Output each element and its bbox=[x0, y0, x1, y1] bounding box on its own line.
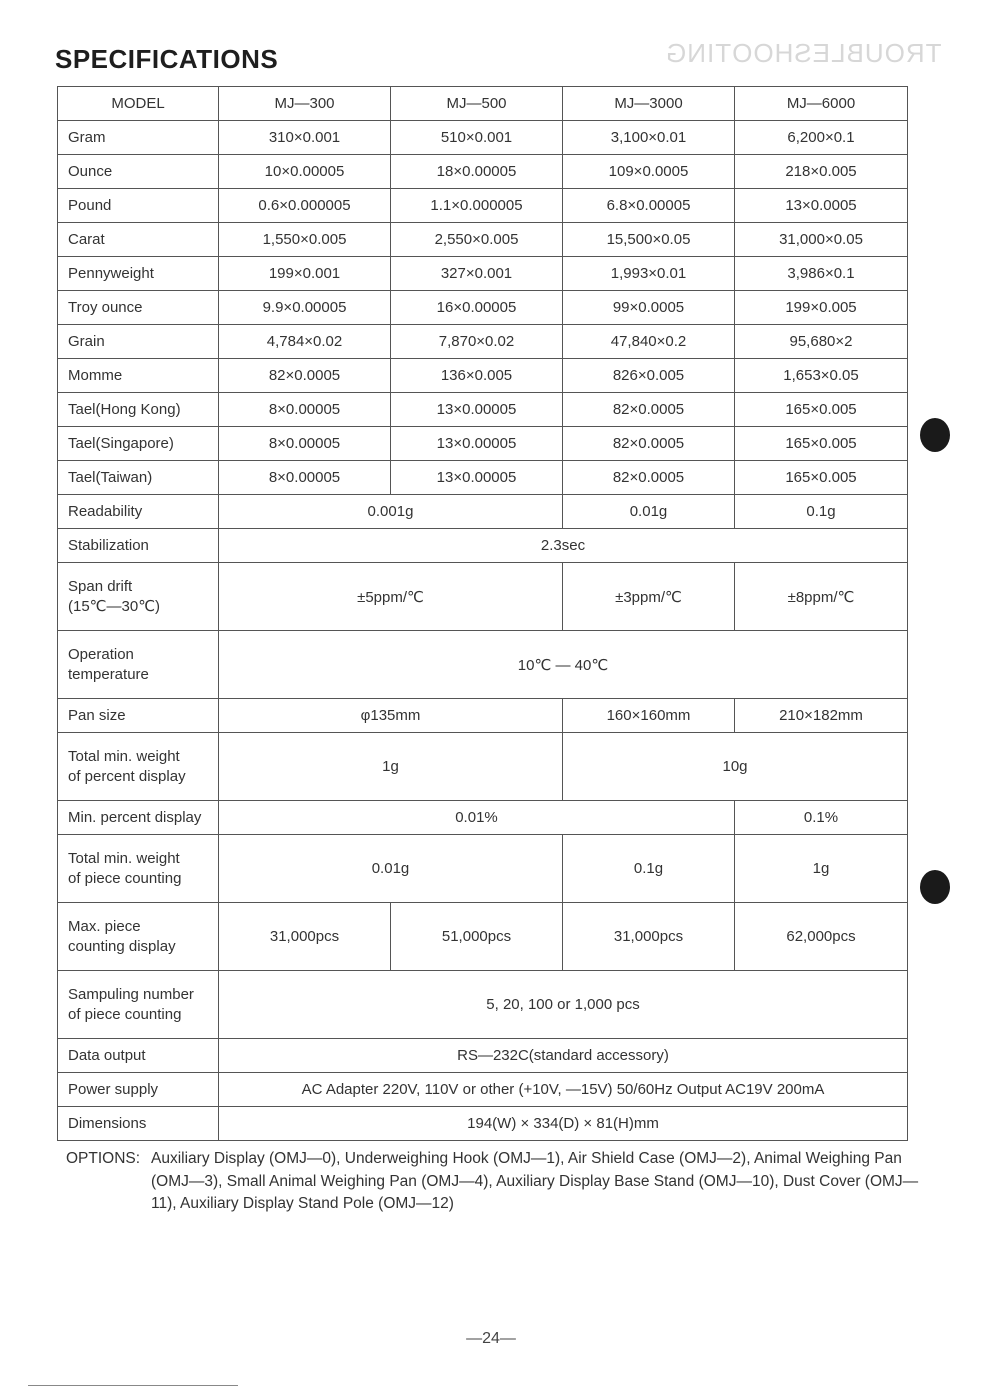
row-label-line: temperature bbox=[68, 665, 149, 683]
table-cell: 82×0.0005 bbox=[563, 427, 735, 461]
table-cell: 826×0.005 bbox=[563, 359, 735, 393]
row-label bbox=[58, 733, 219, 801]
table-cell: 10×0.00005 bbox=[219, 155, 391, 189]
row-label: Tael(Taiwan) bbox=[58, 461, 219, 495]
table-cell: 95,680×2 bbox=[735, 325, 908, 359]
divider bbox=[28, 1385, 238, 1386]
row-label: Dimensions bbox=[58, 1107, 219, 1141]
table-row bbox=[58, 325, 908, 359]
table-cell: 8×0.00005 bbox=[219, 393, 391, 427]
table-cell: AC Adapter 220V, 110V or other (+10V, —15V) 50/60Hz Output AC19V 200mA bbox=[219, 1073, 908, 1107]
table-cell: 51,000pcs bbox=[391, 903, 563, 971]
table-cell: 13×0.00005 bbox=[391, 393, 563, 427]
table-cell: 1g bbox=[219, 733, 563, 801]
table-cell: 210×182mm bbox=[735, 699, 908, 733]
table-row bbox=[58, 427, 908, 461]
options-text: Auxiliary Display (OMJ—0), Underweighing Hook (OMJ—1), Air Shield Case (OMJ—2), Animal Weighing Pan (OMJ—3), Small Animal Weighing Pan (OMJ—4), Auxiliary Display Base Stand (OMJ—10), Dust Cover (OMJ—11), Auxiliary Display Stand Pole (OMJ—12) bbox=[151, 1150, 919, 1212]
table-cell: 160×160mm bbox=[563, 699, 735, 733]
table-cell: ±3ppm/℃ bbox=[563, 563, 735, 631]
table-header-row bbox=[58, 87, 908, 121]
stabilization-row bbox=[58, 529, 908, 563]
table-cell: 327×0.001 bbox=[391, 257, 563, 291]
options-label: OPTIONS: bbox=[66, 1150, 141, 1167]
table-cell: 0.01g bbox=[219, 835, 563, 903]
row-label-line: Total min. weight bbox=[68, 849, 180, 867]
table-cell: 4,784×0.02 bbox=[219, 325, 391, 359]
table-cell: 136×0.005 bbox=[391, 359, 563, 393]
row-label: Pennyweight bbox=[58, 257, 219, 291]
row-label: Ounce bbox=[58, 155, 219, 189]
row-label: Power supply bbox=[58, 1073, 219, 1107]
row-label: Readability bbox=[58, 495, 219, 529]
min-percent-display-row bbox=[58, 801, 908, 835]
table-cell: 10g bbox=[563, 733, 908, 801]
row-label: Pound bbox=[58, 189, 219, 223]
table-cell: 109×0.0005 bbox=[563, 155, 735, 189]
page-title: SPECIFICATIONS bbox=[55, 44, 279, 74]
row-label bbox=[58, 903, 219, 971]
table-cell: 13×0.00005 bbox=[391, 461, 563, 495]
table-cell: 1.1×0.000005 bbox=[391, 189, 563, 223]
row-label bbox=[58, 563, 219, 631]
table-cell: 13×0.00005 bbox=[391, 427, 563, 461]
row-label: Momme bbox=[58, 359, 219, 393]
readability-row bbox=[58, 495, 908, 529]
page-number: —24— bbox=[466, 1330, 516, 1347]
table-cell: ±5ppm/℃ bbox=[219, 563, 563, 631]
punch-hole-icon bbox=[920, 418, 950, 452]
table-cell: 62,000pcs bbox=[735, 903, 908, 971]
table-cell: 82×0.0005 bbox=[563, 461, 735, 495]
row-label: Carat bbox=[58, 223, 219, 257]
row-label: Stabilization bbox=[58, 529, 219, 563]
table-cell: 82×0.0005 bbox=[219, 359, 391, 393]
row-label: Min. percent display bbox=[58, 801, 219, 835]
table-cell: 165×0.005 bbox=[735, 393, 908, 427]
header-mj3000: MJ—3000 bbox=[563, 87, 735, 121]
row-label: Grain bbox=[58, 325, 219, 359]
header-mj500: MJ—500 bbox=[391, 87, 563, 121]
table-cell: 0.1% bbox=[735, 801, 908, 835]
table-cell: 6,200×0.1 bbox=[735, 121, 908, 155]
table-cell: ±8ppm/℃ bbox=[735, 563, 908, 631]
table-cell: 510×0.001 bbox=[391, 121, 563, 155]
punch-hole-icon bbox=[920, 870, 950, 904]
table-cell: 9.9×0.00005 bbox=[219, 291, 391, 325]
table-cell: 82×0.0005 bbox=[563, 393, 735, 427]
row-label: Tael(Hong Kong) bbox=[58, 393, 219, 427]
max-piece-display-row bbox=[58, 903, 908, 971]
operation-temperature-row bbox=[58, 631, 908, 699]
table-cell: 16×0.00005 bbox=[391, 291, 563, 325]
table-cell: 99×0.0005 bbox=[563, 291, 735, 325]
total-min-weight-piece-row bbox=[58, 835, 908, 903]
table-row bbox=[58, 359, 908, 393]
table-cell: 199×0.001 bbox=[219, 257, 391, 291]
specifications-table bbox=[57, 86, 908, 1141]
table-cell: φ135mm bbox=[219, 699, 563, 733]
table-cell: 1,550×0.005 bbox=[219, 223, 391, 257]
table-cell: 8×0.00005 bbox=[219, 427, 391, 461]
table-cell: 199×0.005 bbox=[735, 291, 908, 325]
total-min-weight-percent-row bbox=[58, 733, 908, 801]
table-cell: 0.6×0.000005 bbox=[219, 189, 391, 223]
row-label bbox=[58, 835, 219, 903]
row-label bbox=[58, 971, 219, 1039]
table-cell: 1,993×0.01 bbox=[563, 257, 735, 291]
table-cell: 5, 20, 100 or 1,000 pcs bbox=[219, 971, 908, 1039]
header-mj6000: MJ—6000 bbox=[735, 87, 908, 121]
row-label: Tael(Singapore) bbox=[58, 427, 219, 461]
table-cell: 165×0.005 bbox=[735, 461, 908, 495]
table-cell: 13×0.0005 bbox=[735, 189, 908, 223]
table-row bbox=[58, 461, 908, 495]
table-cell: 0.01g bbox=[563, 495, 735, 529]
table-cell: 165×0.005 bbox=[735, 427, 908, 461]
table-row bbox=[58, 155, 908, 189]
row-label-line: Operation bbox=[68, 645, 134, 663]
table-cell: 8×0.00005 bbox=[219, 461, 391, 495]
header-mj300: MJ—300 bbox=[219, 87, 391, 121]
pan-size-row bbox=[58, 699, 908, 733]
row-label: Data output bbox=[58, 1039, 219, 1073]
table-cell: 47,840×0.2 bbox=[563, 325, 735, 359]
table-cell: 1,653×0.05 bbox=[735, 359, 908, 393]
table-cell: 31,000pcs bbox=[563, 903, 735, 971]
dimensions-row bbox=[58, 1107, 908, 1141]
table-row bbox=[58, 257, 908, 291]
row-label: Troy ounce bbox=[58, 291, 219, 325]
data-output-row bbox=[58, 1039, 908, 1073]
table-cell: 0.001g bbox=[219, 495, 563, 529]
table-cell: 31,000×0.05 bbox=[735, 223, 908, 257]
table-row bbox=[58, 393, 908, 427]
table-cell: RS—232C(standard accessory) bbox=[219, 1039, 908, 1073]
row-label-line: (15℃—30℃) bbox=[68, 597, 161, 615]
table-cell: 0.1g bbox=[563, 835, 735, 903]
row-label-line: of piece counting bbox=[68, 869, 182, 887]
table-cell: 3,100×0.01 bbox=[563, 121, 735, 155]
table-cell: 15,500×0.05 bbox=[563, 223, 735, 257]
bleed-through-title: TROUBLESHOOTING bbox=[665, 38, 942, 68]
row-label-line: Span drift bbox=[68, 577, 133, 595]
row-label: Gram bbox=[58, 121, 219, 155]
table-cell: 0.1g bbox=[735, 495, 908, 529]
row-label-line: of piece counting bbox=[68, 1005, 182, 1023]
table-cell: 0.01% bbox=[219, 801, 735, 835]
table-cell: 194(W) × 334(D) × 81(H)mm bbox=[219, 1107, 908, 1141]
table-row bbox=[58, 223, 908, 257]
table-cell: 6.8×0.00005 bbox=[563, 189, 735, 223]
table-cell: 2,550×0.005 bbox=[391, 223, 563, 257]
table-cell: 3,986×0.1 bbox=[735, 257, 908, 291]
table-row bbox=[58, 291, 908, 325]
row-label-line: Max. piece bbox=[68, 917, 141, 935]
table-row bbox=[58, 121, 908, 155]
table-cell: 10℃ — 40℃ bbox=[219, 631, 908, 699]
header-model: MODEL bbox=[58, 87, 219, 121]
table-cell: 18×0.00005 bbox=[391, 155, 563, 189]
row-label-line: counting display bbox=[68, 937, 176, 955]
table-cell: 218×0.005 bbox=[735, 155, 908, 189]
row-label-line: Total min. weight bbox=[68, 747, 180, 765]
table-cell: 7,870×0.02 bbox=[391, 325, 563, 359]
row-label-line: Sampuling number bbox=[68, 985, 194, 1003]
table-cell: 2.3sec bbox=[219, 529, 908, 563]
table-row bbox=[58, 189, 908, 223]
sampling-number-row bbox=[58, 971, 908, 1039]
row-label-line: of percent display bbox=[68, 767, 186, 785]
table-cell: 310×0.001 bbox=[219, 121, 391, 155]
table-cell: 1g bbox=[735, 835, 908, 903]
row-label: Pan size bbox=[58, 699, 219, 733]
table-cell: 31,000pcs bbox=[219, 903, 391, 971]
power-supply-row bbox=[58, 1073, 908, 1107]
row-label bbox=[58, 631, 219, 699]
span-drift-row bbox=[58, 563, 908, 631]
